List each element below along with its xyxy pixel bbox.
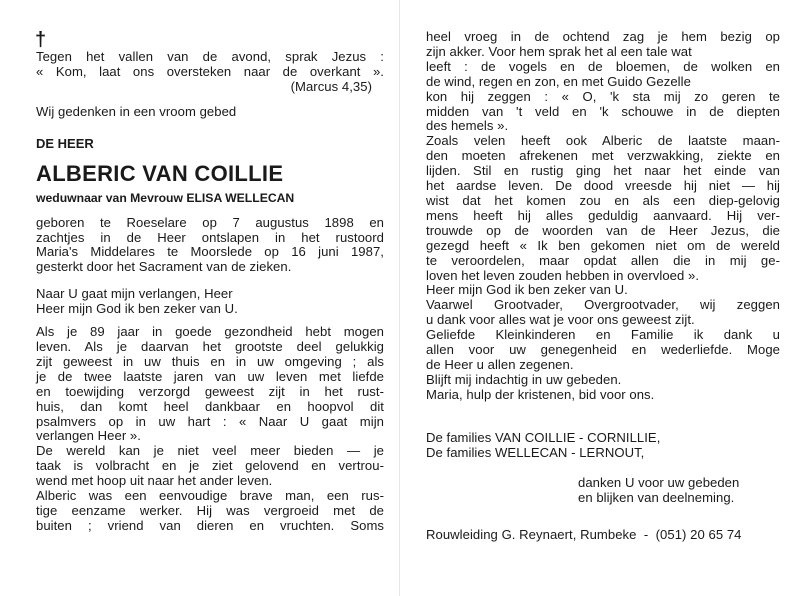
body-line: allen voor uw genegenheid en wederliefde. Moge: [426, 342, 780, 358]
body-line: te veroordelen, maar opdat allen die in mij ge-: [426, 252, 780, 268]
body-line: wend met hoop uit naar het ander leven.: [36, 473, 273, 489]
deceased-name: ALBERIC VAN COILLIE: [36, 160, 284, 186]
body-line: de Heer u allen zegenen.: [426, 356, 574, 372]
cross-icon: †: [35, 29, 47, 51]
body-line: u dank voor alles wat je voor ons geweest zijt.: [426, 312, 695, 328]
body-line: taak is volbracht en je ziet gelovend en vertrou-: [36, 458, 384, 474]
body-line: mens heeft hij alles geduldig aanvaard. Hij ver-: [426, 207, 780, 223]
body-line: Geliefde Kleinkinderen en Familie ik dank u: [426, 327, 780, 343]
remember-line: Wij gedenken in een vroom gebed: [36, 103, 237, 119]
title-heading: DE HEER: [36, 135, 94, 151]
body-line: Vaarwel Grootvader, Overgrootvader, wij zeggen: [426, 297, 780, 313]
body-line: Heer mijn God ik ben zeker van U.: [426, 282, 628, 298]
family-line: De families WELLECAN - LERNOUT,: [426, 444, 645, 460]
birth-line: Maria's Middelares te Moorslede op 16 juni 1987,: [36, 244, 384, 260]
body-line: heel vroeg in de ochtend zag je hem bezig op: [426, 29, 780, 44]
body-line: en toewijding verzorgd geweest zijt in het rust-: [36, 383, 384, 399]
body-line: gezegd heeft « Ik ben gekomen niet om de wereld: [426, 237, 780, 253]
body-line: wist dat het komen zou en als een diep-gelovig: [426, 192, 780, 208]
body-line: buiten ; vriend van dieren en vruchten. Soms: [36, 517, 384, 533]
psalm-line: Heer mijn God ik ben zeker van U.: [36, 301, 238, 317]
thanks-line: en blijken van deelneming.: [578, 490, 735, 506]
body-line: leeft : de vogels en de bloemen, de wolken en: [426, 58, 780, 74]
right-panel: [400, 0, 800, 596]
family-line: De families VAN COILLIE - CORNILLIE,: [426, 429, 661, 445]
verse-reference: (Marcus 4,35): [290, 78, 372, 94]
widower-line: weduwnaar van Mevrouw ELISA WELLECAN: [36, 190, 295, 205]
body-line: Blijft mij indachtig in uw gebeden.: [426, 371, 622, 387]
body-line: tige eenzame werker. Hij was vergroeid met de: [36, 502, 384, 518]
psalm-line: Naar U gaat mijn verlangen, Heer: [36, 286, 233, 302]
body-line: je de twee laatste jaren van uw leven met liefde: [36, 368, 384, 384]
body-line: zijt geweest in uw thuis en in uw omgeving ; als: [36, 353, 384, 369]
undertaker-line: Rouwleiding G. Reynaert, Rumbeke - (051) 20 65 74: [426, 527, 742, 543]
thanks-line: danken U voor uw gebeden: [578, 475, 740, 491]
body-line: Alberic was een eenvoudige brave man, een rus-: [36, 488, 384, 504]
body-line: de wind, regen en zon, en met Guido Gezelle: [426, 73, 691, 89]
body-line: des hemels ».: [426, 118, 509, 134]
body-line: midden van 't veld en 'k schouwe in de diepten: [426, 103, 780, 119]
body-line: kon hij zeggen : « O, 'k sta mij zo geren te: [426, 88, 780, 104]
body-line: loven het leven zouden hebben in overvloed ».: [426, 267, 700, 283]
body-line: psalmvers op in uw hart : « Naar U gaat mijn: [36, 413, 384, 429]
body-line: Als je 89 jaar in goede gezondheid hebt mogen: [36, 324, 384, 340]
body-line: trouwde op de woorden van de Heer Jezus, die: [426, 222, 780, 238]
body-line: huis, dan komt heel dankbaar en hoopvol dit: [36, 398, 384, 414]
body-line: het aardse leven. De dood vreesde hij niet — hij: [426, 178, 780, 194]
body-line: De wereld kan je niet veel meer bieden — je: [36, 443, 384, 459]
body-line: verlangen Heer ».: [36, 428, 141, 444]
verse-line: Tegen het vallen van de avond, sprak Jezus :: [36, 49, 384, 64]
body-line: leven. Als je daarvan het grootste deel gelukkig: [36, 338, 384, 354]
body-line: Zoals velen heeft ook Alberic de laatste maan-: [426, 133, 780, 149]
birth-line: gesterkt door het Sacrament van de zieken.: [36, 259, 292, 275]
body-line: Maria, hulp der kristenen, bid voor ons.: [426, 386, 655, 402]
birth-line: zachtjes in de Heer ontslapen in het rustoord: [36, 229, 384, 245]
body-line: den moeten afrekenen met verzwakking, ziekte en: [426, 148, 780, 164]
body-line: zijn akker. Voor hem sprak het al een tale wat: [426, 43, 692, 59]
birth-line: geboren te Roeselare op 7 augustus 1898 en: [36, 214, 384, 230]
body-line: lijden. Stil en rustig ging het naar het einde van: [426, 163, 780, 179]
verse-line: « Kom, laat ons oversteken naar de overkant ».: [36, 63, 384, 79]
